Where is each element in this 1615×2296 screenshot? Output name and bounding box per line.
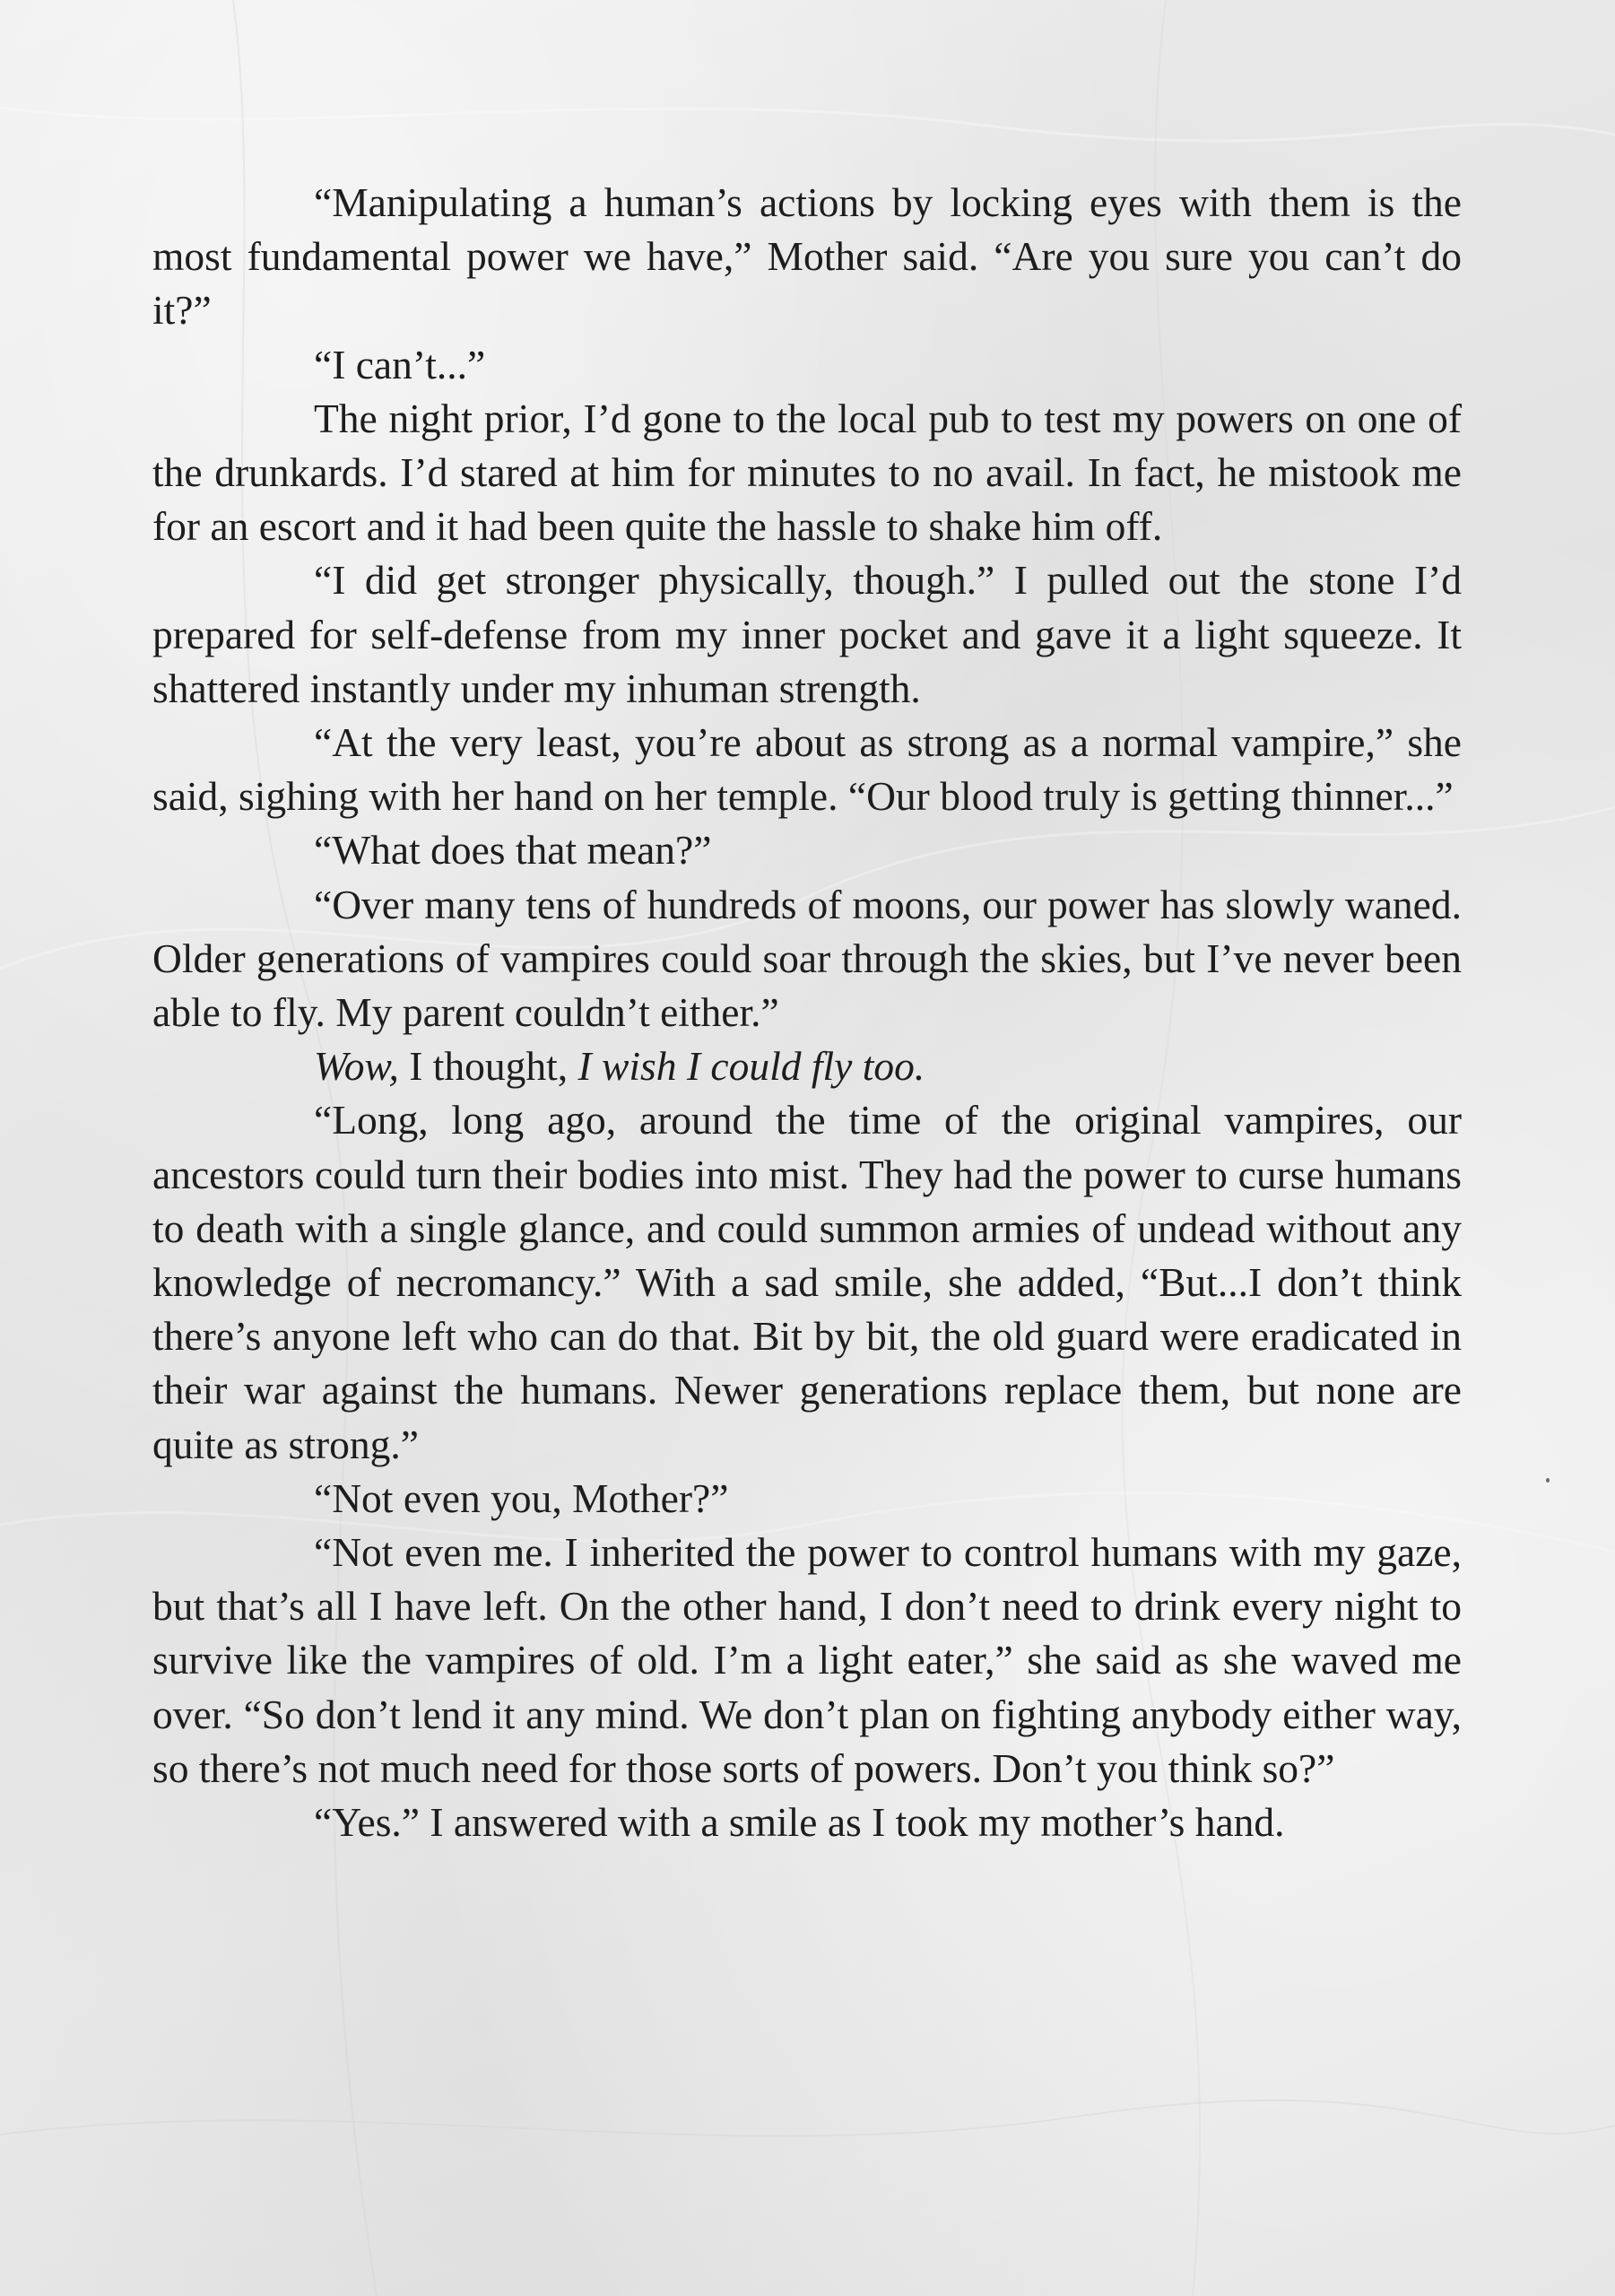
paragraph-12: “Yes.” I answered with a smile as I took my mother’s hand. xyxy=(314,1799,1285,1846)
paragraph-5: “At the very least, you’re about as strong as a normal vampire,” she said, sighing with her hand on her temple. “Our blood truly is getting thinner...” xyxy=(152,719,1462,820)
paragraph-3: The night prior, I’d gone to the local pub to test my powers on one of the drunkards. I’d stared at him for minutes to no avail. In fact, he mistook me for an escort and it had been quite the hassle to shake him off. xyxy=(152,395,1462,550)
paragraph-10: “Not even you, Mother?” xyxy=(314,1474,729,1521)
paragraph-7: “Over many tens of hundreds of moons, our power has slowly waned. Older generations of vampires could soar through the skies, but I’ve never been able to fly. My parent couldn’t either.” xyxy=(152,881,1462,1036)
italic-thought-wow: Wow, xyxy=(314,1043,399,1090)
paragraph-11: “Not even me. I inherited the power to control humans with my gaze, but that’s all I have left. On the other hand, I don’t need to drink every night to survive like the vampires of old. I’m a light eater,” she said as she waved me over. “So don’t lend it any mind. We don’t plan on fighting anybody either way, so there’s not much need for those sorts of powers. Don’t you think so?” xyxy=(152,1529,1462,1791)
paragraph-1: “Manipulating a human’s actions by locking eyes with them is the most fundamental power we have,” Mother said. “Are you sure you can’t do it?” xyxy=(152,179,1462,334)
italic-thought-fly: I wish I could fly too. xyxy=(577,1043,925,1090)
page-body xyxy=(152,176,1462,1849)
narration-i-thought: I thought, xyxy=(398,1043,578,1090)
paper-speck xyxy=(1546,1478,1550,1483)
paragraph-4: “I did get stronger physically, though.” I pulled out the stone I’d prepared for self-defense from my inner pocket and gave it a light squeeze. It shattered instantly under my inhuman strength. xyxy=(152,557,1462,711)
paragraph-8 xyxy=(152,1039,1462,1093)
paragraph-9: “Long, long ago, around the time of the original vampires, our ancestors could turn their bodies into mist. They had the power to curse humans to death with a single glance, and could summon armies of undead without any knowledge of necromancy.” With a sad smile, she added, “But...I don’t think there’s anyone left who can do that. Bit by bit, the old guard were eradicated in their war against the humans. Newer generations replace them, but none are quite as strong.” xyxy=(152,1097,1462,1467)
paragraph-2: “I can’t...” xyxy=(314,341,486,387)
paragraph-6: “What does that mean?” xyxy=(314,827,712,874)
